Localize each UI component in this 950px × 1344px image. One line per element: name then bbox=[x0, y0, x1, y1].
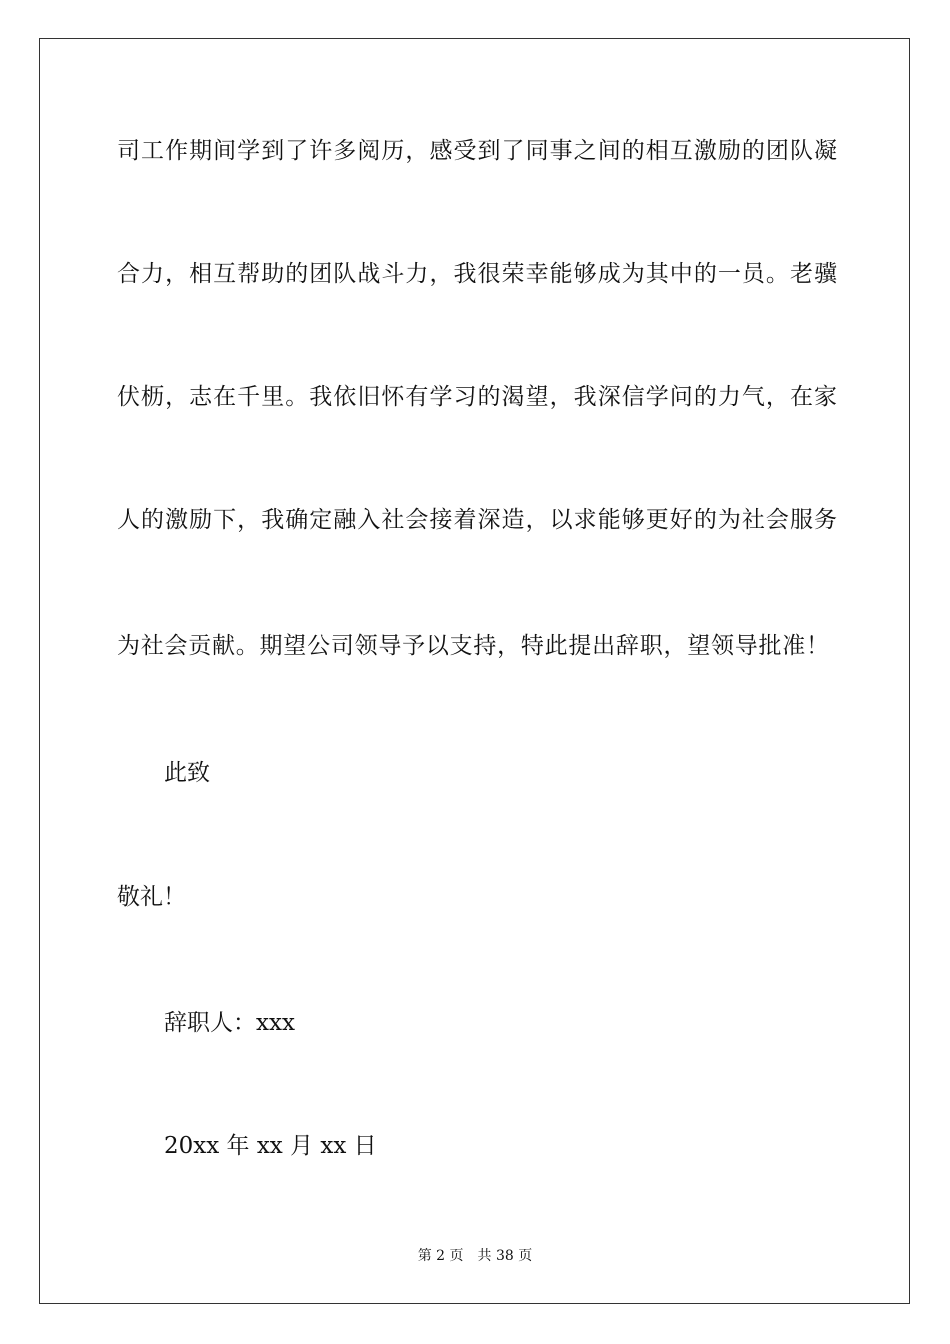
page-footer bbox=[0, 1246, 950, 1266]
page-number: 第 2 页 bbox=[417, 1248, 464, 1264]
date: 20xx 年 xx 月 xx 日 bbox=[164, 1133, 377, 1159]
paragraph-line: 为社会贡献。期望公司领导予以支持，特此提出辞职，望领导批准！ bbox=[117, 633, 829, 659]
paragraph-line: 伏枥，志在千里。我依旧怀有学习的渴望，我深信学问的力气，在家 bbox=[117, 384, 837, 410]
signature: 辞职人：xxx bbox=[164, 1010, 295, 1036]
page-border bbox=[39, 38, 910, 1304]
total-pages: 共 38 页 bbox=[477, 1248, 533, 1264]
salute: 敬礼！ bbox=[117, 884, 186, 910]
closing-greeting: 此致 bbox=[164, 760, 210, 786]
paragraph-line: 合力，相互帮助的团队战斗力，我很荣幸能够成为其中的一员。老骥 bbox=[117, 261, 837, 287]
paragraph-line: 司工作期间学到了许多阅历，感受到了同事之间的相互激励的团队凝 bbox=[117, 138, 837, 164]
paragraph-line: 人的激励下，我确定融入社会接着深造，以求能够更好的为社会服务 bbox=[117, 507, 837, 533]
